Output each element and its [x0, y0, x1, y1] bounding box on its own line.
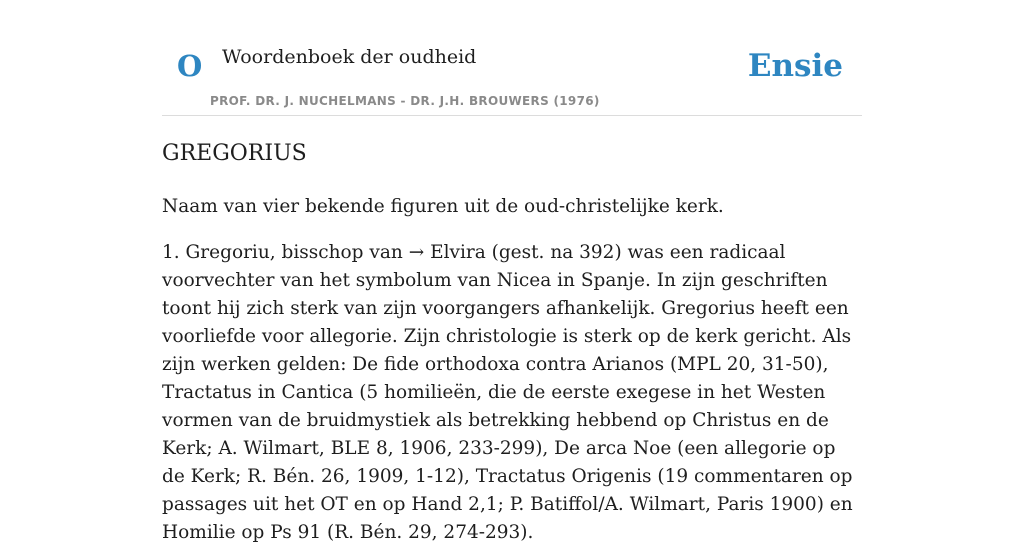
entry-intro: Naam van vier bekende figuren uit de oud-christelijke kerk. — [162, 196, 724, 217]
paragraph-text-rest: (gest. na 392) was een radicaal voorvechter van het symbolum van Nicea in Spanje. In zijn geschriften toont hij zich sterk van zijn voorgangers afhankelijk. Gregorius heeft een voorliefde voor allegorie. Zijn christologie is sterk op de kerk gericht. Als zijn werken gelden: De fide orthodoxa contra Arianos (MPL 20, 31-50), Tractatus in Cantica (5 homilieën, die de eerste exegese in het Westen vormen van de bruidmystiek als betrekking hebbend op Christus en de Kerk; A. Wilmart, BLE 8, 1906, 233-299), De arca Noe (een allegorie op de Kerk; R. Bén. 26, 1909, 1-12), Tractatus Origenis (19 commentaren op passages uit het OT en op Hand 2,1; P. Batiffol/A. Wilmart, Paris 1900) en Homilie op Ps 91 (R. Bén. 29, 274-293). — [162, 242, 853, 543]
entry-paragraph — [162, 239, 862, 547]
header — [162, 0, 862, 116]
book-title[interactable]: Woordenboek der oudheid — [222, 46, 477, 68]
ensie-logo[interactable]: Ensie — [747, 48, 843, 84]
page-container — [162, 0, 862, 543]
elvira-link[interactable]: → Elvira — [408, 242, 486, 263]
paragraph-text-start: 1. Gregoriu, bisschop van — [162, 242, 409, 263]
entry-title: GREGORIUS — [162, 141, 307, 166]
book-authors: PROF. DR. J. NUCHELMANS - DR. J.H. BROUWERS (1976) — [210, 94, 600, 108]
letter-index[interactable]: O — [177, 49, 203, 83]
